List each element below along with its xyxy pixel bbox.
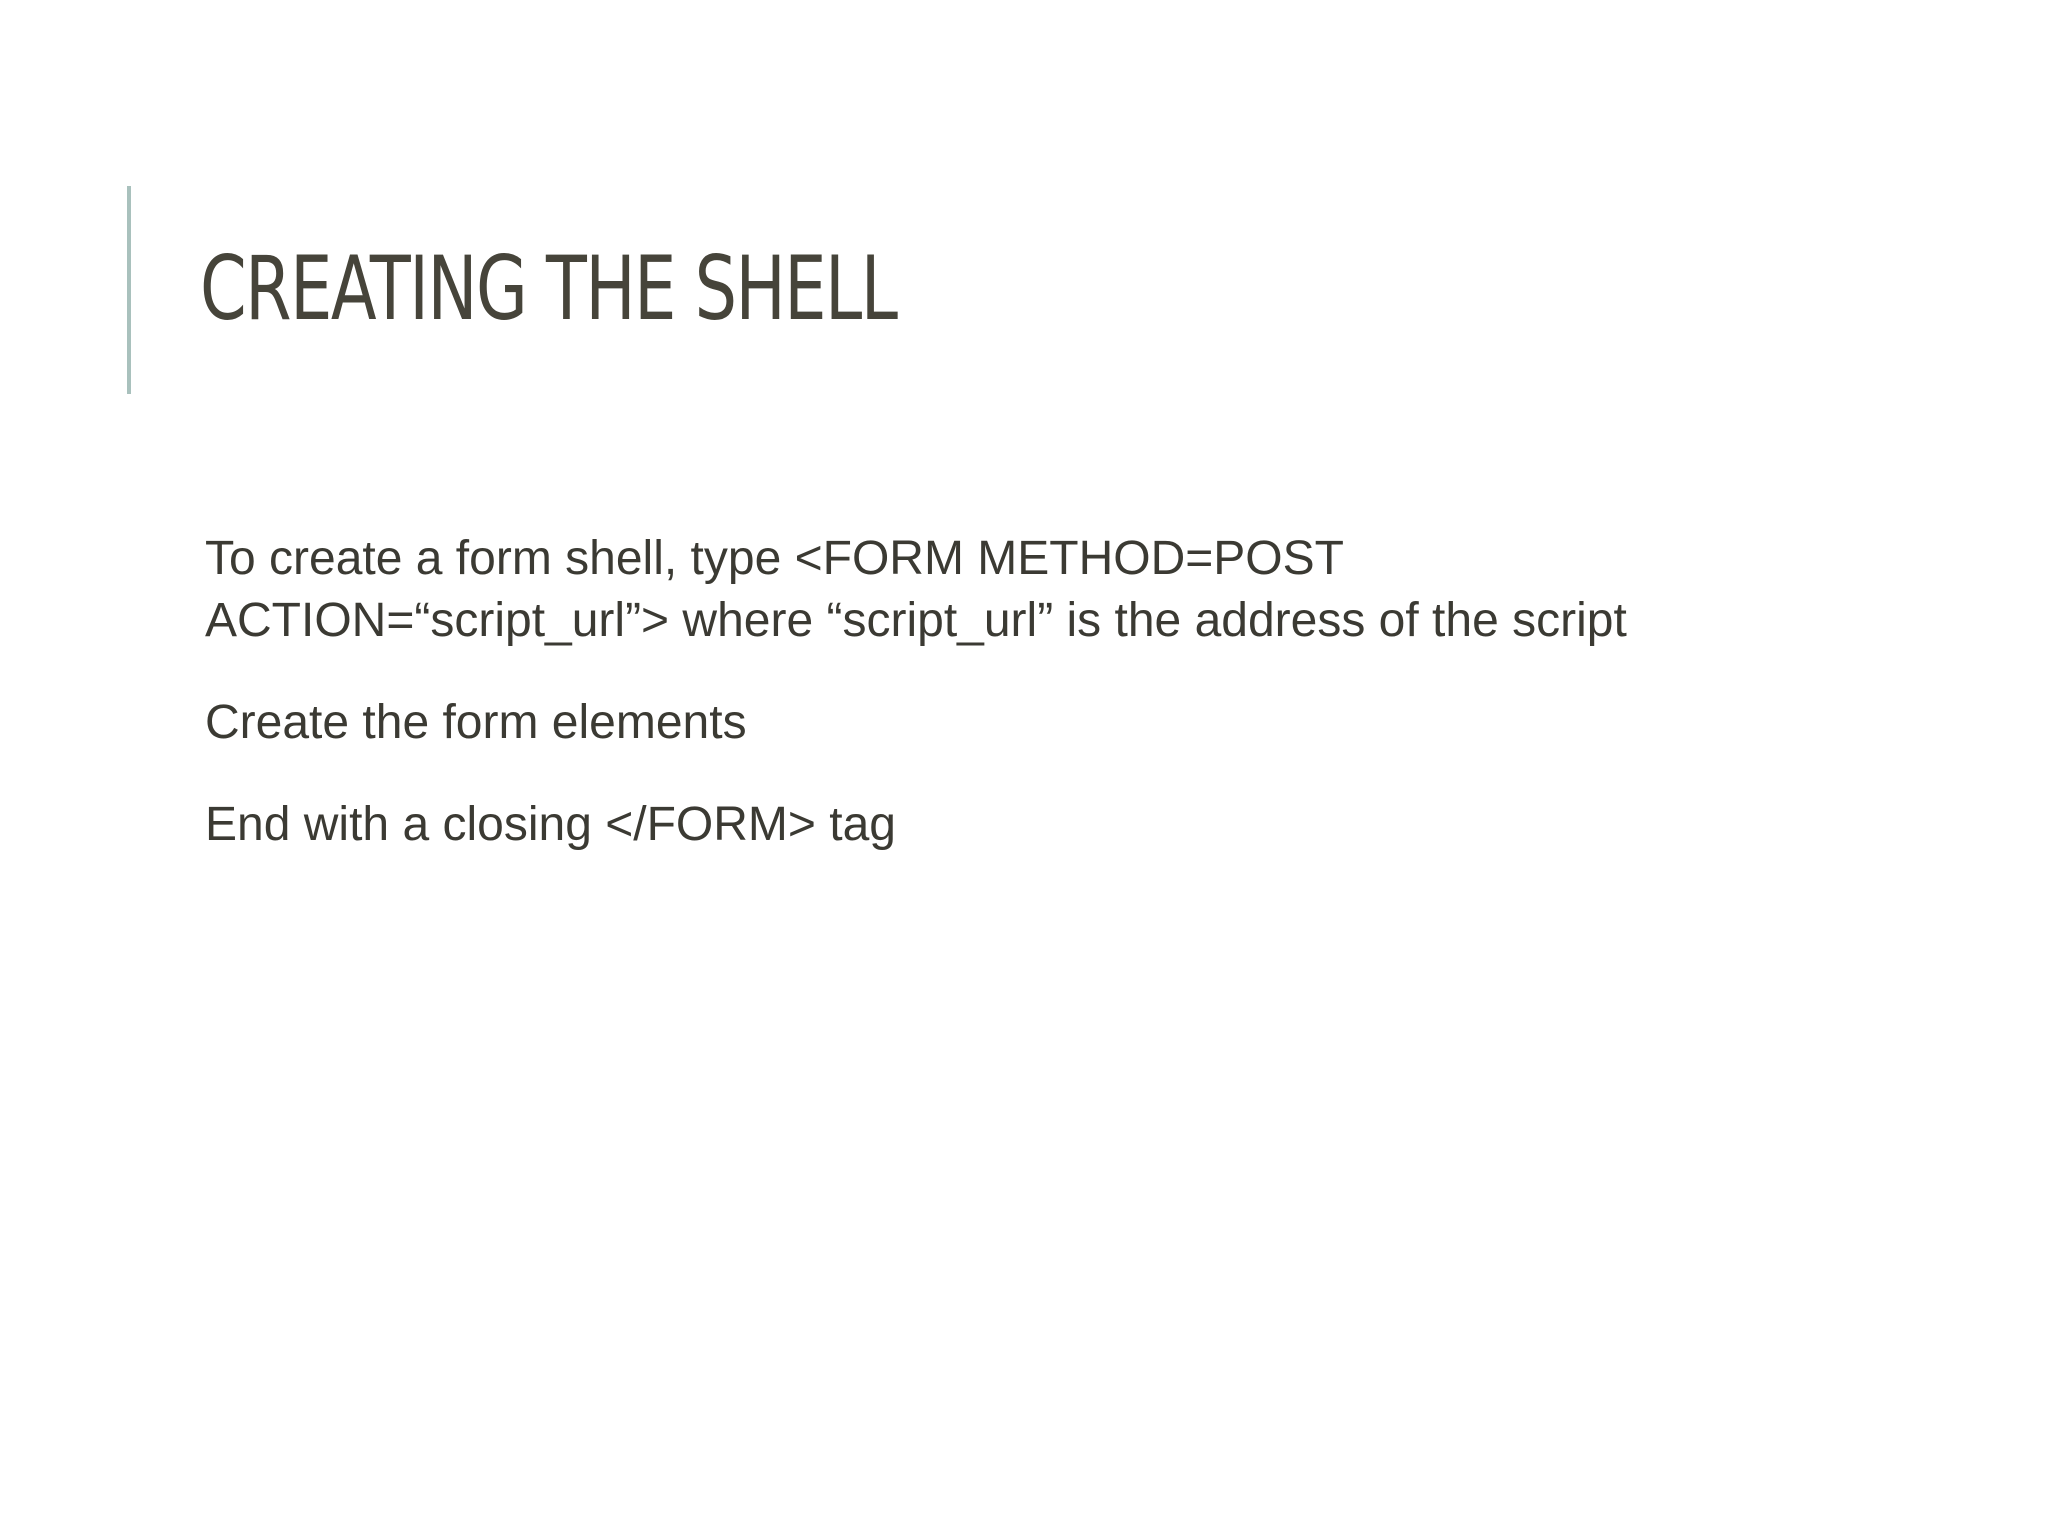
bullet-text-line: ACTION=“script_url”> where “script_url” is the address of the script <box>205 594 1627 647</box>
slide-title: CREATING THE SHELL <box>200 237 897 340</box>
bullet-text-line: Create the form elements <box>205 696 747 749</box>
bullet-text-line: To create a form shell, type <FORM METHOD=POST <box>205 532 1344 585</box>
bullet-item <box>205 528 1985 652</box>
bullet-item <box>205 692 1985 754</box>
bullet-item <box>205 794 1985 856</box>
bullet-text-line: End with a closing </FORM> tag <box>205 798 896 851</box>
title-accent-bar <box>127 186 131 394</box>
slide-body <box>205 528 1985 896</box>
